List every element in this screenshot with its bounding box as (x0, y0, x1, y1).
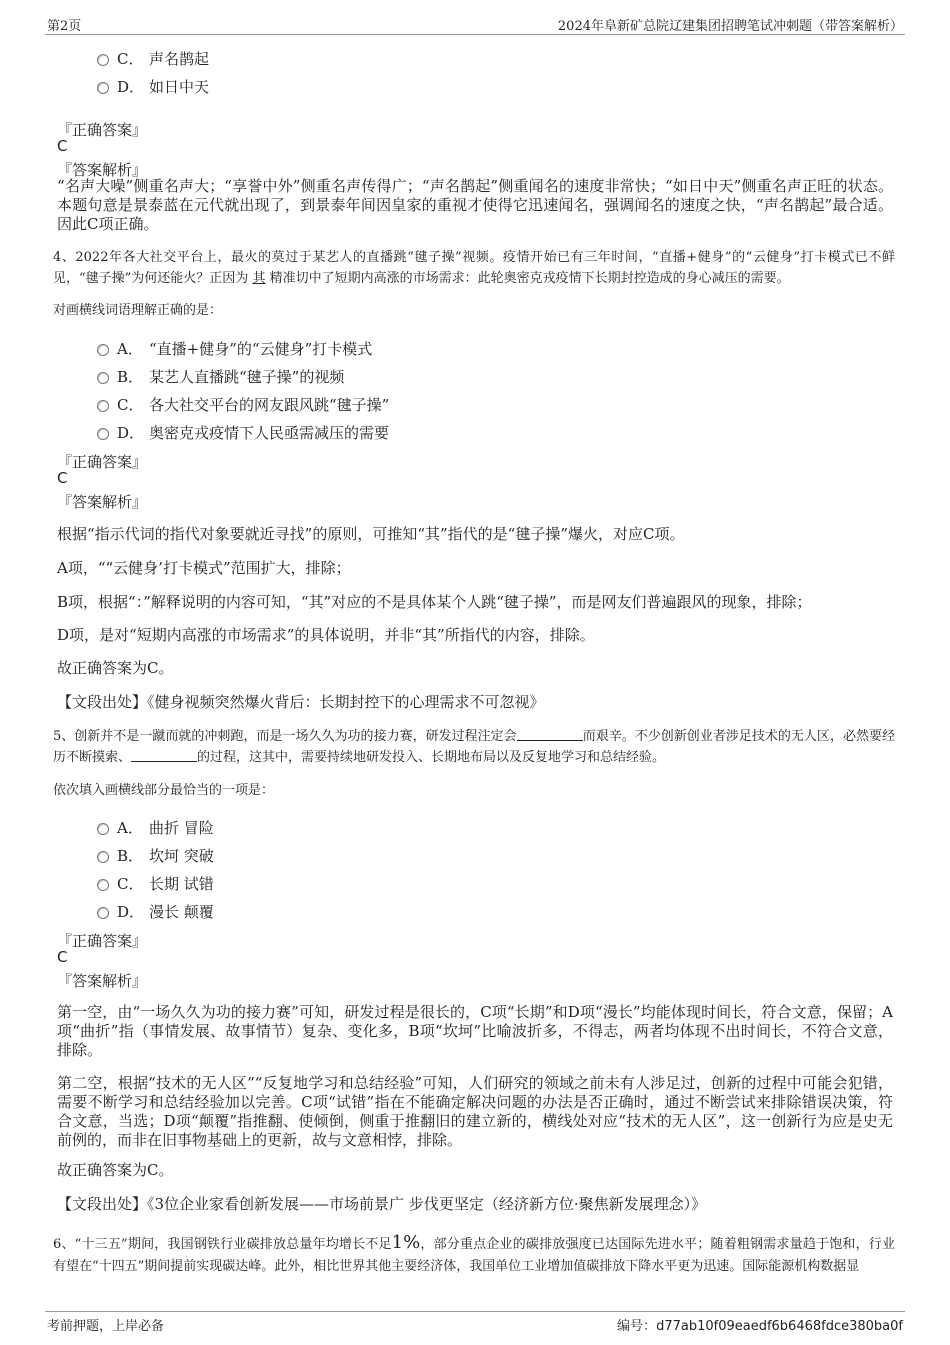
q3-analysis-label: 『答案解析』 (57, 161, 148, 179)
q5-option-b[interactable]: B． 坎坷 突破 (97, 845, 214, 866)
page-footer (45, 1311, 905, 1336)
q5-answer: C (57, 948, 68, 966)
radio-icon[interactable] (97, 851, 109, 863)
radio-icon[interactable] (97, 907, 109, 919)
q4-stem: 4、2022年各大社交平台上，最火的莫过于某艺人的直播跳“毽子操”视频。疫情开始已有三年时间，“直播+健身”的“云健身”打卡模式已不鲜见，“毽子操”为何还能火？正因为 其 精准切中了短期内高涨的市场需求：此轮奥密克戎疫情下长期封控造成的身心减压的需要。 (53, 250, 895, 286)
q4-analysis-para: D项，是对“短期内高涨的市场需求”的具体说明，并非“其”所指代的内容，排除。 (57, 626, 595, 644)
q5-source: 【文段出处】《3位企业家看创新发展——市场前景广 步伐更坚定（经济新方位·聚焦新发展理念）》 (57, 1195, 707, 1213)
q3-option-d[interactable]: D． 如日中天 (97, 76, 209, 97)
radio-icon[interactable] (97, 428, 109, 440)
radio-icon[interactable] (97, 54, 109, 66)
q4-answer: C (57, 469, 68, 487)
q5-option-c[interactable]: C． 长期 试错 (97, 873, 214, 894)
document-title: 2024年阜新矿总院辽建集团招聘笔试冲刺题（带答案解析） (557, 19, 903, 34)
q3-analysis: “名声大噪”侧重名声大；“享誉中外”侧重名声传得广；“声名鹊起”侧重闻名的速度非常快；“如日中天”侧重名声正旺的状态。本题句意是景泰蓝在元代就出现了，到景泰年间因皇家的重视才使得它迅速闻名，强调闻名的速度之快，“声名鹊起”最合适。因此C项正确。 (57, 177, 893, 233)
q4-analysis-para: 故正确答案为C。 (57, 659, 174, 677)
footer-slogan: 考前押题，上岸必备 (47, 1319, 165, 1334)
page-number: 第2页 (47, 19, 82, 34)
q4-analysis-para: B项，根据“：”解释说明的内容可知，“其”对应的不是具体某个人跳“毽子操”，而是网友们普遍跟风的现象，排除； (57, 593, 812, 611)
q5-option-d[interactable]: D． 漫长 颠覆 (97, 901, 214, 922)
q4-analysis-para: 根据“指示代词的指代对象要就近寻找”的原则，可推知“其”指代的是“毽子操”爆火，对应C项。 (57, 525, 685, 543)
radio-icon[interactable] (97, 82, 109, 94)
q4-option-b[interactable]: B． 某艺人直播跳“毽子操”的视频 (97, 366, 344, 387)
q4-option-d[interactable]: D． 奥密克戎疫情下人民亟需减压的需要 (97, 422, 389, 443)
q4-analysis-para: A项，““云健身’打卡模式”范围扩大，排除； (57, 559, 351, 577)
radio-icon[interactable] (97, 372, 109, 384)
doc-id: 编号：d77ab10f09eaedf6b6468fdce380ba0f (617, 1319, 903, 1334)
q5-option-a[interactable]: A． 曲折 冒险 (97, 817, 214, 838)
radio-icon[interactable] (97, 344, 109, 356)
blank-line (131, 748, 197, 762)
q4-option-c[interactable]: C． 各大社交平台的网友跟风跳“毽子操” (97, 394, 389, 415)
q4-source: 【文段出处】《健身视频突然爆火背后：长期封控下的心理需求不可忽视》 (57, 693, 545, 711)
radio-icon[interactable] (97, 879, 109, 891)
q5-stem: 5、创新并不是一蹴而就的冲刺跑，而是一场久久为功的接力赛，研发过程注定会 而艰辛。不少创新创业者涉足技术的无人区，必然要经历不断摸索、 的过程，这其中，需要持续地研发投入、长期地布局以及反复地学习和总结经验。 (53, 729, 895, 765)
q6-stem: 6、“十三五”期间，我国钢铁行业碳排放总量年均增长不足1%，部分重点企业的碳排放强度已达国际先进水平；随着粗钢需求量趋于饱和，行业有望在“十四五”期间提前实现碳达峰。此外，相比世界其他主要经济体，我国单位工业增加值碳排放下降水平更为迅速。国际能源机构数据显 (53, 1232, 895, 1274)
q4-answer-label: 『正确答案』 (57, 453, 148, 471)
q4-prompt: 对画横线词语理解正确的是： (53, 303, 223, 318)
q3-answer-label: 『正确答案』 (57, 121, 148, 139)
q5-prompt: 依次填入画横线部分最恰当的一项是： (53, 783, 275, 798)
q5-analysis-para: 故正确答案为C。 (57, 1161, 174, 1179)
radio-icon[interactable] (97, 400, 109, 412)
q5-analysis-para: 第二空，根据“技术的无人区”“反复地学习和总结经验”可知，人们研究的领域之前未有人涉足过，创新的过程中可能会犯错，需要不断学习和总结经验加以完善。C项“试错”指在不能确定解决问题的办法是否正确时，通过不断尝试来排除错误决策，符合文意，当选；D项“颠覆”指推翻、使倾倒，侧重于推翻旧的建立新的，横线处对应“技术的无人区”，这一创新行为应是史无前例的，而非在旧事物基础上的更新，故与文意相悖，排除。 (57, 1074, 893, 1149)
q5-analysis-label: 『答案解析』 (57, 972, 148, 990)
q3-option-c[interactable]: C． 声名鹊起 (97, 48, 209, 69)
radio-icon[interactable] (97, 823, 109, 835)
q5-answer-label: 『正确答案』 (57, 932, 148, 950)
blank-line (517, 727, 583, 741)
q5-analysis-para: 第一空，由“一场久久为功的接力赛”可知，研发过程是很长的，C项“长期”和D项“漫长”均能体现时间长，符合文意，保留；A项“曲折”指（事情发展、故事情节）复杂、变化多，B项“坎坷”比喻波折多，不得志，两者均体现不出时间长，不符合文意，排除。 (57, 1003, 893, 1059)
underlined-word: 其 (252, 271, 266, 286)
q3-answer: C (57, 137, 68, 155)
q4-option-a[interactable]: A． “直播+健身”的“云健身”打卡模式 (97, 338, 372, 359)
q4-analysis-label: 『答案解析』 (57, 493, 148, 511)
page-header (45, 14, 905, 35)
percent-value: 1% (391, 1232, 421, 1253)
